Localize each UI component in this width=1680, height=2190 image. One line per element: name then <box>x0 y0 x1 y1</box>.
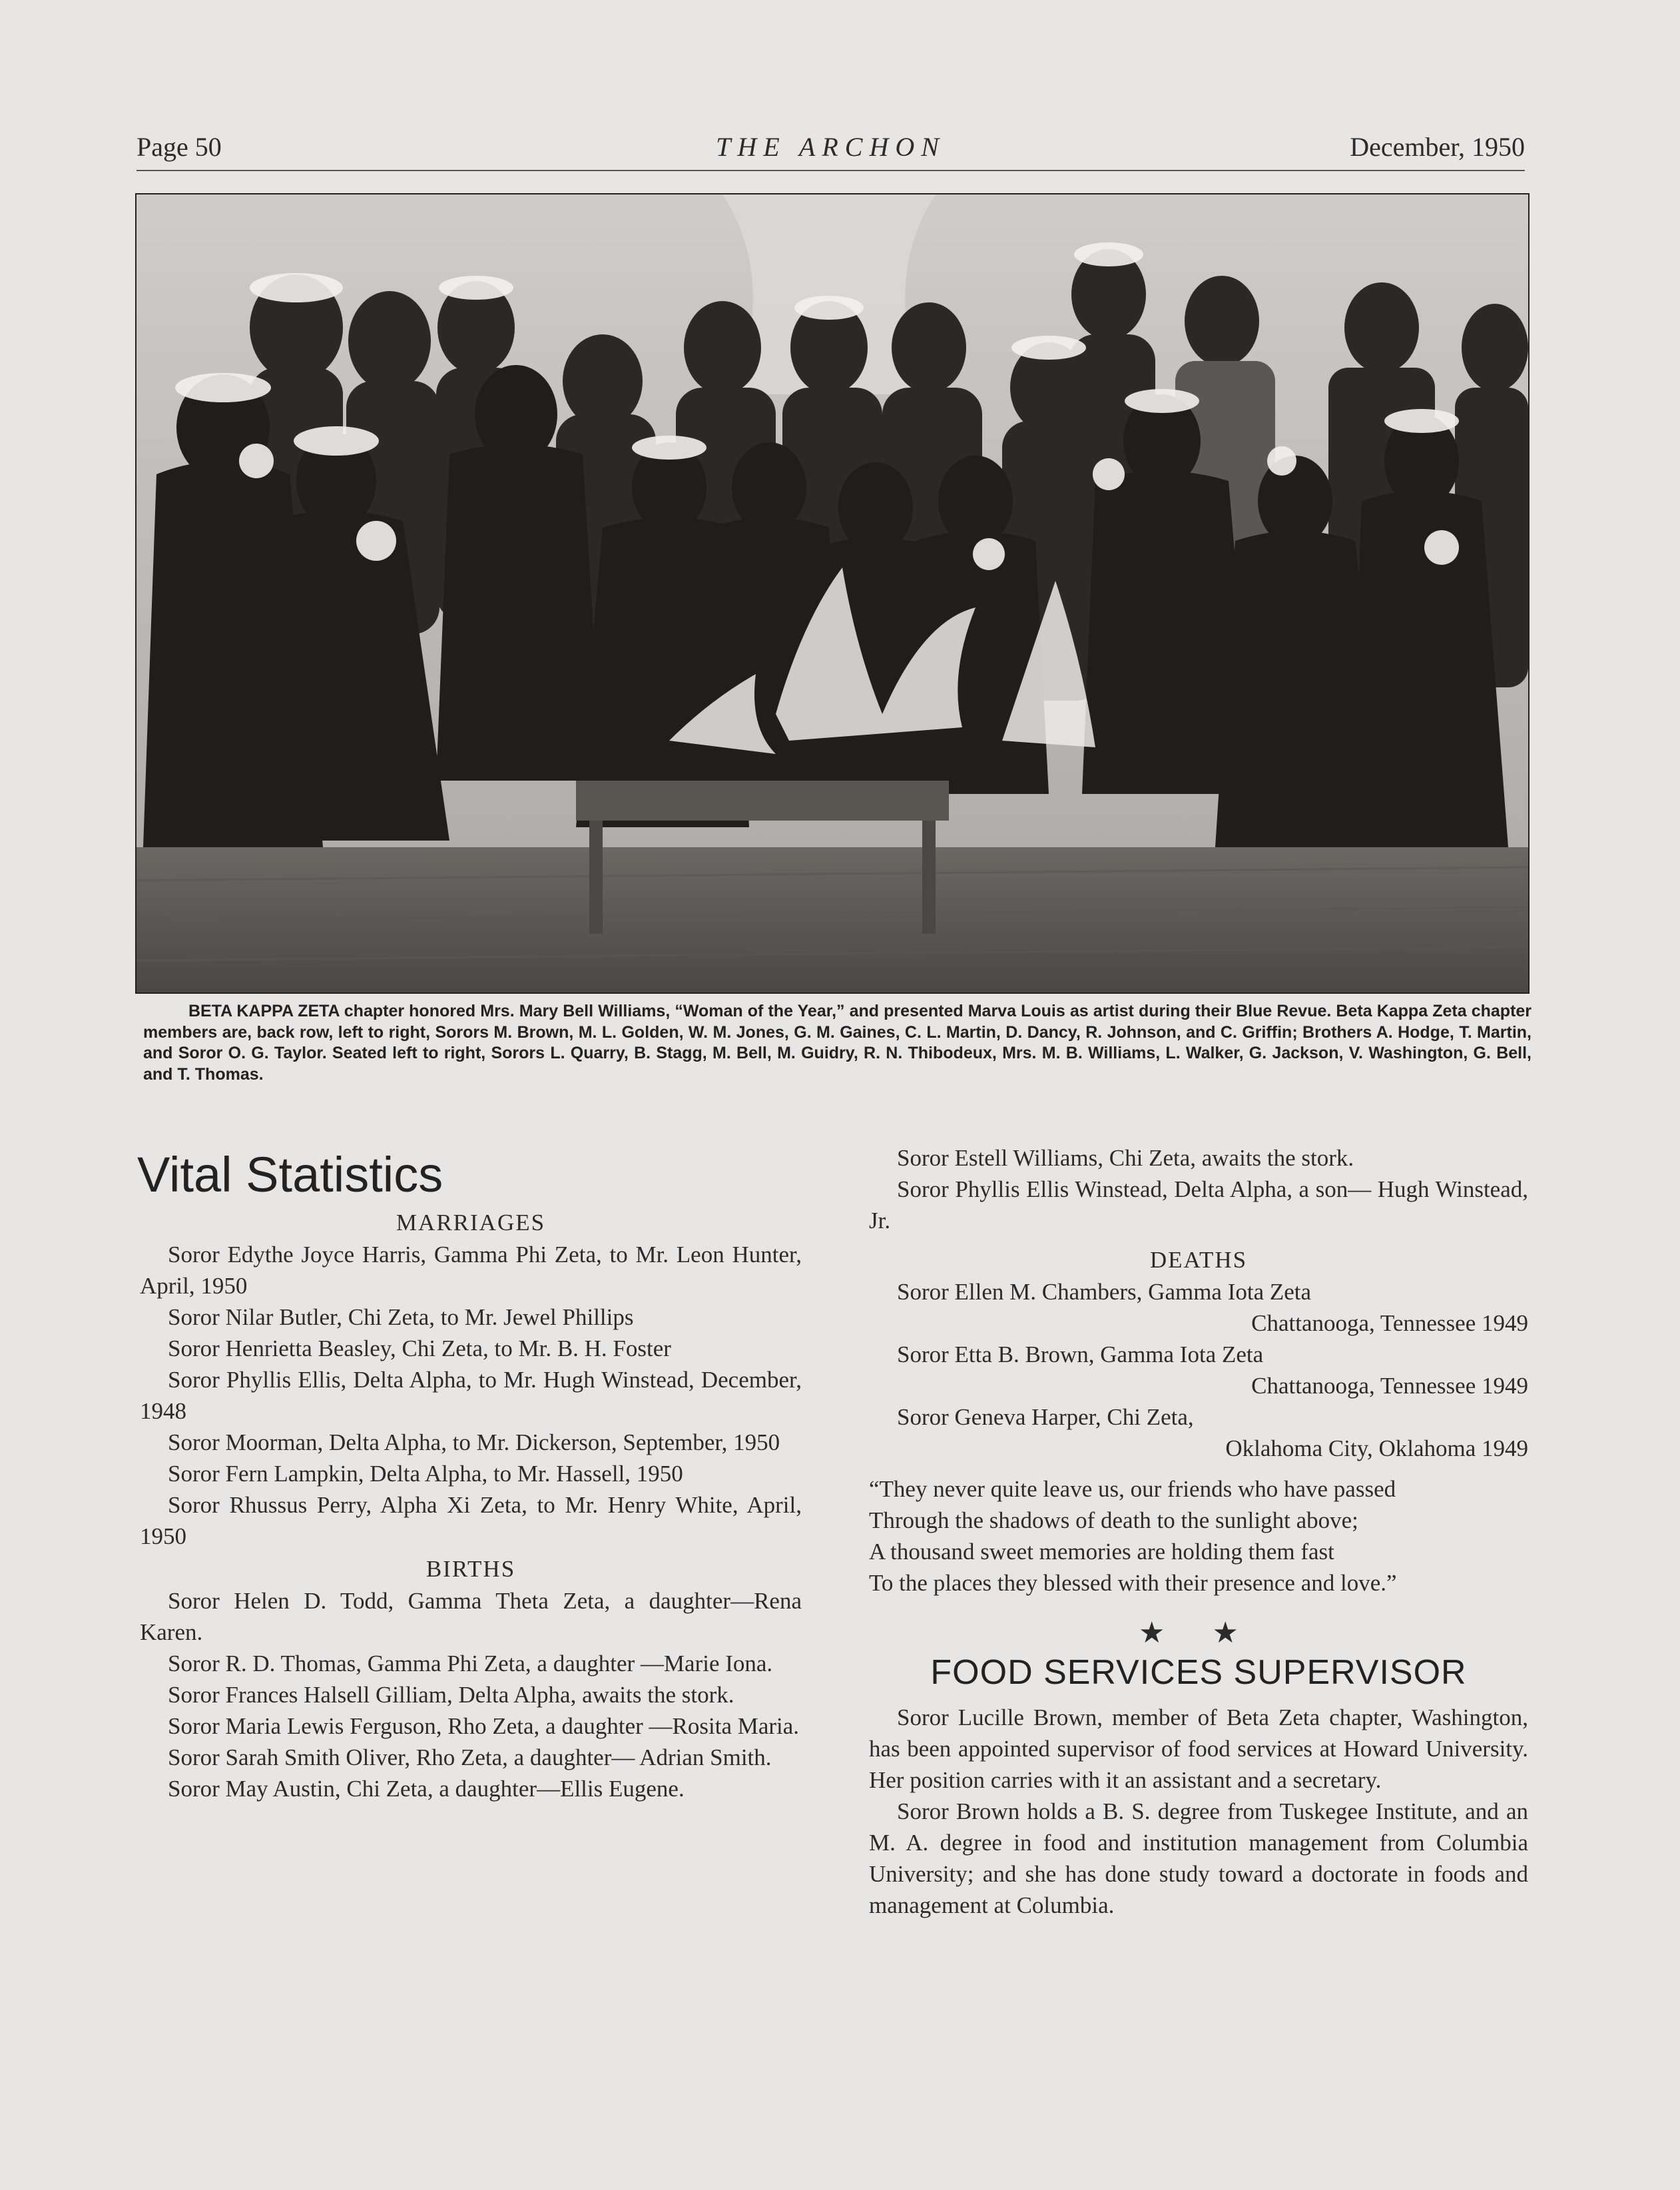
marriage-entry: Soror Fern Lampkin, Delta Alpha, to Mr. Hassell, 1950 <box>168 1461 683 1487</box>
death-entry <box>869 1339 1528 1401</box>
marriage-entry: Soror Nilar Butler, Chi Zeta, to Mr. Jewel Phillips <box>168 1304 634 1330</box>
death-entry <box>869 1276 1528 1339</box>
poem-line: “They never quite leave us, our friends who have passed <box>869 1476 1396 1502</box>
death-place: Oklahoma City, Oklahoma 1949 <box>1225 1435 1528 1461</box>
marriage-entry: Soror Henrietta Beasley, Chi Zeta, to Mr. B. H. Foster <box>168 1335 671 1361</box>
poem-line: To the places they blessed with their presence and love.” <box>869 1570 1397 1596</box>
birth-entry: Soror Frances Halsell Gilliam, Delta Alpha, awaits the stork. <box>168 1682 734 1708</box>
right-column <box>869 1142 1528 1921</box>
group-photograph <box>135 193 1530 994</box>
death-place: Chattanooga, Tennessee 1949 <box>1251 1310 1528 1336</box>
birth-entry: Soror R. D. Thomas, Gamma Phi Zeta, a daughter —Marie Iona. <box>168 1650 773 1676</box>
death-name: Soror Etta B. Brown, Gamma Iota Zeta <box>897 1341 1264 1367</box>
food-services-title: FOOD SERVICES SUPERVISOR <box>930 1653 1467 1692</box>
page-header <box>137 130 1525 171</box>
marriages-heading: MARRIAGES <box>396 1210 546 1236</box>
birth-entry: Soror Estell Williams, Chi Zeta, awaits the stork. <box>897 1145 1354 1171</box>
birth-entry: Soror Helen D. Todd, Gamma Theta Zeta, a daughter—Rena Karen. <box>140 1588 802 1645</box>
page-number: Page 50 <box>137 132 222 162</box>
marriage-entry: Soror Phyllis Ellis, Delta Alpha, to Mr. Hugh Winstead, December, 1948 <box>140 1367 802 1424</box>
births-heading: BIRTHS <box>425 1556 516 1582</box>
death-place: Chattanooga, Tennessee 1949 <box>1251 1373 1528 1399</box>
photo-caption: BETA KAPPA ZETA chapter honored Mrs. Mary Bell Williams, “Woman of the Year,” and presented Marva Louis as artist during their Blue Revue. Beta Kappa Zeta chapter members are, back row, left to right, Sorors M. Brown, M. L. Golden, W. M. Jones, G. M. Gaines, C. L. Martin, D. Dancy, R. Johnson, and C. Griffin; Brothers A. Hodge, T. Martin, and Soror O. G. Taylor. Seated left to right, Sorors L. Quarry, B. Stagg, M. Bell, M. Guidry, R. N. Thibodeux, Mrs. M. B. Williams, L. Walker, G. Jackson, V. Washington, G. Bell, and T. Thomas. <box>143 1002 1532 1084</box>
group-photo-image <box>137 194 1528 992</box>
birth-entry: Soror Phyllis Ellis Winstead, Delta Alpha, a son— Hugh Winstead, Jr. <box>869 1176 1528 1234</box>
memorial-poem <box>869 1473 1528 1599</box>
poem-line: A thousand sweet memories are holding them fast <box>869 1539 1334 1565</box>
death-name: Soror Geneva Harper, Chi Zeta, <box>897 1404 1194 1430</box>
poem-line: Through the shadows of death to the sunlight above; <box>869 1507 1358 1533</box>
death-name: Soror Ellen M. Chambers, Gamma Iota Zeta <box>897 1279 1312 1305</box>
birth-entry: Soror May Austin, Chi Zeta, a daughter—Ellis Eugene. <box>168 1776 685 1802</box>
marriage-entry: Soror Rhussus Perry, Alpha Xi Zeta, to Mr. Henry White, April, 1950 <box>140 1492 802 1549</box>
article-paragraph: Soror Brown holds a B. S. degree from Tuskegee Institute, and an M. A. degree in food and institution management from Columbia University; and she has done study toward a doctorate in foods and management at Columbia. <box>869 1798 1528 1918</box>
birth-entry: Soror Maria Lewis Ferguson, Rho Zeta, a daughter —Rosita Maria. <box>168 1713 800 1739</box>
marriage-entry: Soror Edythe Joyce Harris, Gamma Phi Zeta, to Mr. Leon Hunter, April, 1950 <box>140 1242 802 1299</box>
star-divider-icon: ★ ★ <box>1139 1617 1259 1649</box>
publication-title: THE ARCHON <box>716 132 946 162</box>
death-entry <box>869 1401 1528 1464</box>
deaths-heading: DEATHS <box>1149 1247 1248 1273</box>
marriage-entry: Soror Moorman, Delta Alpha, to Mr. Dickerson, September, 1950 <box>168 1429 780 1455</box>
left-column <box>137 1146 802 1804</box>
birth-entry: Soror Sarah Smith Oliver, Rho Zeta, a daughter— Adrian Smith. <box>168 1744 772 1770</box>
article-paragraph: Soror Lucille Brown, member of Beta Zeta chapter, Washington, has been appointed supervisor of food services at Howard University. Her position carries with it an assistant and a secretary. <box>869 1704 1528 1793</box>
issue-date: December, 1950 <box>1350 132 1525 162</box>
vital-statistics-title: Vital Statistics <box>137 1147 443 1202</box>
